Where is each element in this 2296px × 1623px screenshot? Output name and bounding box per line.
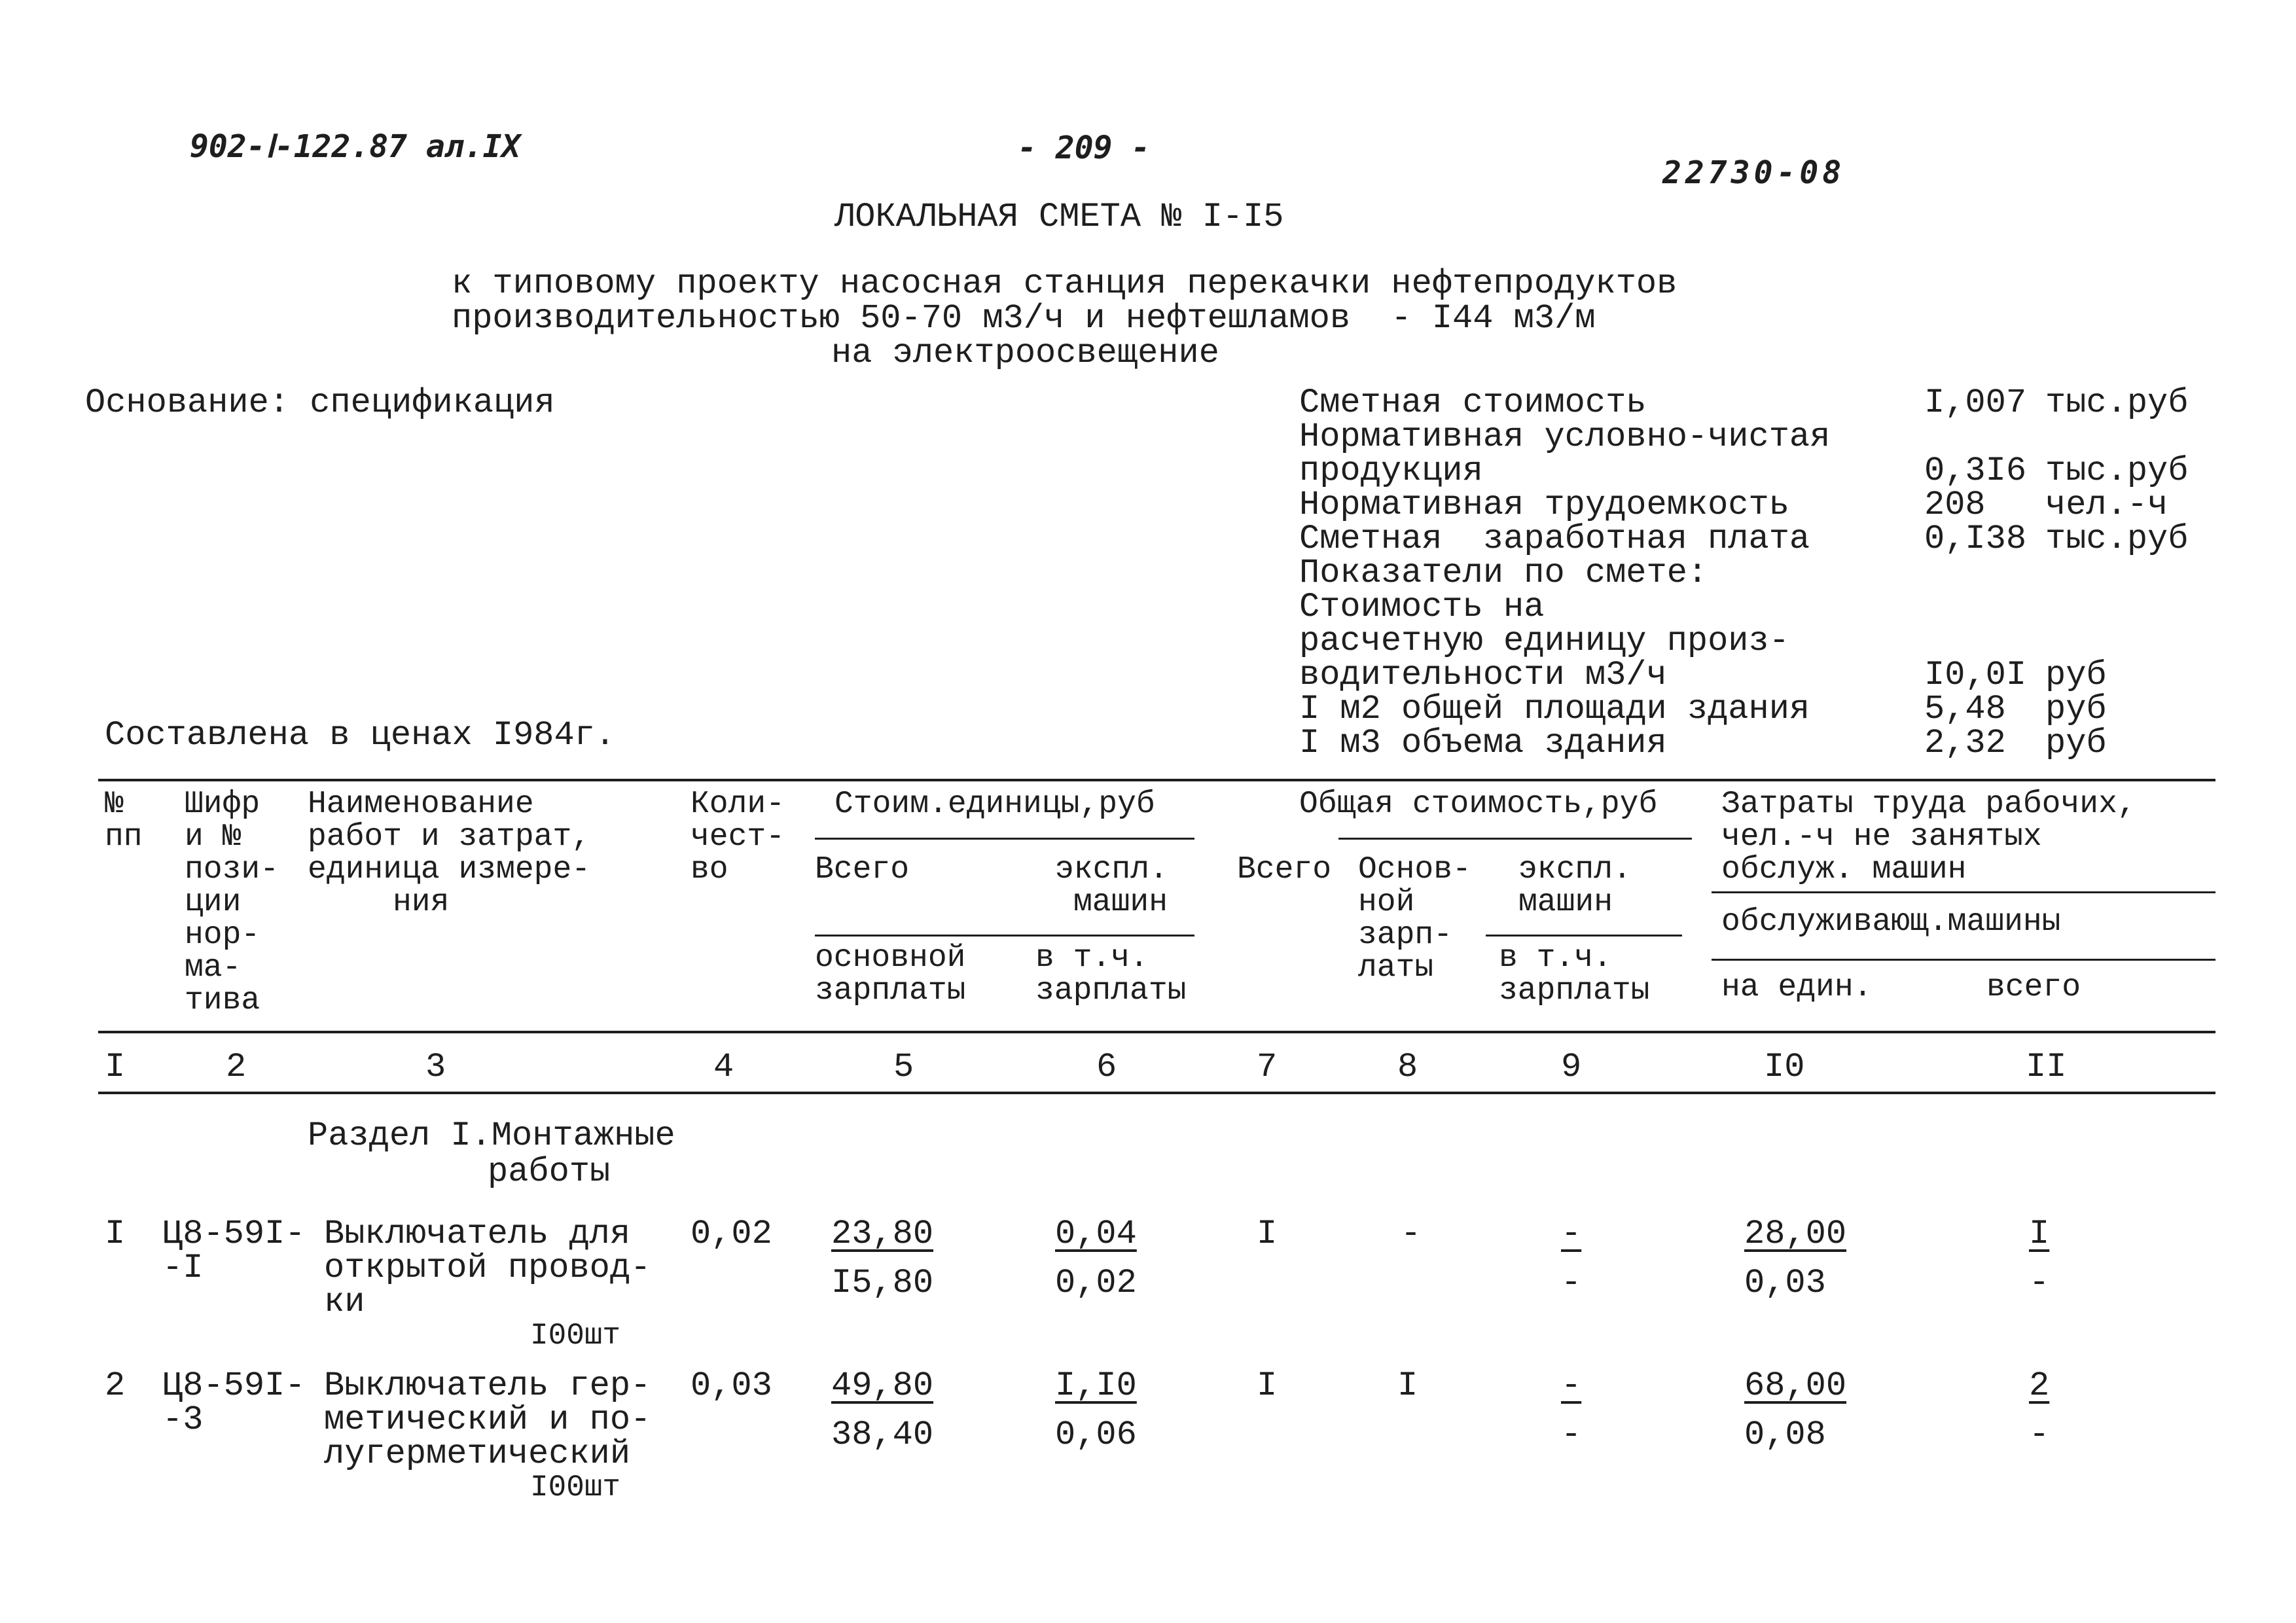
total-all-header: Всего (1237, 852, 1332, 887)
column-number: 8 (1397, 1048, 1418, 1086)
row-qty: 0,02 (691, 1215, 772, 1253)
summary-label: водительности м3/ч (1299, 656, 1667, 694)
unit-machines-salary-header: в т.ч. (1035, 940, 1149, 976)
col-code-header: и № (185, 819, 242, 855)
summary-label: продукция (1299, 452, 1483, 490)
section-title: работы (488, 1152, 611, 1191)
col-name-header: ния (393, 885, 450, 920)
row-labor-service-total: - (2029, 1416, 2050, 1454)
summary-value: I,007 (1924, 383, 2027, 422)
row-total: I (1257, 1366, 1278, 1405)
row-labor-total: 2 (2029, 1366, 2050, 1405)
unit-total-header: Всего (815, 852, 910, 887)
unit-machines-header: экспл. (1055, 852, 1168, 887)
basis-text: Основание: спецификация (85, 383, 555, 422)
row-total-base-salary: I (1397, 1366, 1418, 1405)
summary-unit: руб (2045, 724, 2107, 762)
row-name: лугерметический (324, 1435, 631, 1473)
summary-label: Показатели по смете: (1299, 554, 1708, 592)
row-unit-total: 23,80 (831, 1215, 934, 1253)
row-unit: I00шт (530, 1319, 621, 1353)
column-number: 4 (713, 1048, 734, 1086)
summary-unit: тыс.руб (2045, 452, 2189, 490)
summary-label: Сметная стоимость (1299, 383, 1647, 422)
row-number: I (105, 1215, 126, 1253)
summary-value: I0,0I (1924, 656, 2027, 694)
col-qty-header: Коли- (691, 787, 785, 822)
row-name: открытой провод- (324, 1249, 651, 1287)
row-total-machines-salary: - (1561, 1416, 1582, 1454)
labor-rule-2 (1712, 959, 2215, 961)
column-numbers-rule (98, 1092, 2215, 1094)
row-code: Ц8-59I- (162, 1215, 306, 1253)
row-labor-per-unit: 68,00 (1744, 1366, 1847, 1405)
subtitle-line-2: производительностью 50-70 м3/ч и нефтешламов - I44 м3/м (452, 299, 1596, 338)
row-name: Выключатель для (324, 1215, 631, 1253)
summary-label: Сметная заработная плата (1299, 520, 1810, 558)
total-machines-header: машин (1518, 885, 1613, 920)
total-cost-header: Общая стоимость,руб (1299, 787, 1658, 822)
column-number: I (105, 1048, 126, 1086)
labor-per-unit-header: на един. (1721, 970, 1873, 1005)
total-base-salary-header: латы (1358, 950, 1434, 986)
col-qty-header: во (691, 852, 728, 887)
labor-total-header: всего (1986, 970, 2081, 1005)
summary-value: 5,48 (1924, 690, 2006, 728)
col-code-header: пози- (185, 852, 279, 887)
row-labor-service-per-unit: 0,03 (1744, 1264, 1826, 1302)
col-num-header: № (105, 787, 124, 822)
column-number: II (2026, 1048, 2067, 1086)
summary-value: 0,3I6 (1924, 452, 2027, 490)
column-number: 2 (226, 1048, 247, 1086)
summary-unit: чел.-ч (2045, 486, 2168, 524)
row-name: Выключатель гер- (324, 1366, 651, 1405)
row-name: ки (324, 1283, 365, 1321)
subtitle-line-3: на электроосвещение (831, 334, 1219, 372)
row-total-base-salary: - (1401, 1215, 1422, 1253)
row-total-machines: - (1561, 1366, 1582, 1405)
row-unit-machines: I,I0 (1055, 1366, 1137, 1405)
total-machines-salary-header: зарплаты (1499, 973, 1650, 1008)
row-total: I (1257, 1215, 1278, 1253)
page-title: ЛОКАЛЬНАЯ СМЕТА № I-I5 (834, 198, 1284, 236)
header-bottom-rule (98, 1031, 2215, 1033)
column-number: 7 (1257, 1048, 1278, 1086)
total-machines-salary-header: в т.ч. (1499, 940, 1612, 976)
column-number: I0 (1764, 1048, 1805, 1086)
summary-label: Нормативная условно-чистая (1299, 418, 1831, 456)
row-labor-service-total: - (2029, 1264, 2050, 1302)
col-code-header: Шифр (185, 787, 260, 822)
unit-machines-salary-header: зарплаты (1035, 973, 1187, 1008)
labor-header: чел.-ч не занятых (1721, 819, 2042, 855)
unit-cost-rule (815, 838, 1194, 840)
summary-value: 0,I38 (1924, 520, 2027, 558)
row-total-machines: - (1561, 1215, 1582, 1253)
prices-year-text: Составлена в ценах I984г. (105, 716, 616, 755)
table-top-rule (98, 779, 2215, 781)
row-unit-machines: 0,04 (1055, 1215, 1137, 1253)
summary-unit: руб (2045, 690, 2107, 728)
row-name: метический и по- (324, 1400, 651, 1439)
row-number: 2 (105, 1366, 126, 1405)
col-code-header: ма- (185, 950, 242, 986)
row-labor-per-unit: 28,00 (1744, 1215, 1847, 1253)
total-base-salary-header: ной (1358, 885, 1415, 920)
col-code-header: нор- (185, 918, 260, 953)
unit-machines-header: машин (1073, 885, 1168, 920)
section-title: Раздел I.Монтажные (308, 1116, 675, 1155)
document-code: 902-Ⅰ-122.87 ал.IX (190, 128, 521, 165)
row-labor-total: I (2029, 1215, 2050, 1253)
col-qty-header: чест- (691, 819, 785, 855)
stamp-number: 22730-08 (1662, 154, 1846, 191)
row-labor-service-per-unit: 0,08 (1744, 1416, 1826, 1454)
row-unit-machines-salary: 0,02 (1055, 1264, 1137, 1302)
total-base-salary-header: Основ- (1358, 852, 1471, 887)
row-unit-base-salary: I5,80 (831, 1264, 934, 1302)
summary-unit: руб (2045, 656, 2107, 694)
total-cost-rule (1338, 838, 1692, 840)
labor-rule-1 (1712, 891, 2215, 893)
summary-label: Нормативная трудоемкость (1299, 486, 1789, 524)
labor-header: Затраты труда рабочих, (1721, 787, 2136, 822)
unit-base-salary-header: основной (815, 940, 966, 976)
unit-base-salary-header: зарплаты (815, 973, 966, 1008)
col-code-header: ции (185, 885, 242, 920)
row-code: -3 (162, 1400, 204, 1439)
machines-salary-rule (1486, 935, 1682, 936)
page-number: - 209 - (1018, 130, 1151, 166)
summary-label: I м3 объема здания (1299, 724, 1667, 762)
row-qty: 0,03 (691, 1366, 772, 1405)
col-name-header: Наименование (308, 787, 534, 822)
col-name-header: единица измере- (308, 852, 591, 887)
unit-salary-rule (815, 935, 1194, 936)
row-code: Ц8-59I- (162, 1366, 306, 1405)
col-num-header: пп (105, 819, 143, 855)
row-unit: I00шт (530, 1471, 621, 1505)
summary-label: Стоимость на (1299, 588, 1545, 626)
col-name-header: работ и затрат, (308, 819, 591, 855)
column-number: 3 (425, 1048, 446, 1086)
summary-value: 2,32 (1924, 724, 2006, 762)
summary-unit: тыс.руб (2045, 520, 2189, 558)
summary-value: 208 (1924, 486, 1986, 524)
row-unit-total: 49,80 (831, 1366, 934, 1405)
row-code: -I (162, 1249, 204, 1287)
total-base-salary-header: зарп- (1358, 918, 1453, 953)
column-number: 5 (893, 1048, 914, 1086)
column-number: 6 (1096, 1048, 1117, 1086)
summary-label: I м2 общей площади здания (1299, 690, 1810, 728)
row-unit-base-salary: 38,40 (831, 1416, 934, 1454)
summary-label: расчетную единицу произ- (1299, 622, 1789, 660)
labor-service-header: обслуживающ.машины (1721, 904, 2061, 940)
subtitle-line-1: к типовому проекту насосная станция перекачки нефтепродуктов (452, 264, 1677, 303)
total-machines-header: экспл. (1518, 852, 1632, 887)
col-code-header: тива (185, 983, 260, 1018)
labor-header: обслуж. машин (1721, 852, 1967, 887)
column-number: 9 (1561, 1048, 1582, 1086)
unit-cost-header: Стоим.единицы,руб (834, 787, 1155, 822)
summary-unit: тыс.руб (2045, 383, 2189, 422)
row-total-machines-salary: - (1561, 1264, 1582, 1302)
row-unit-machines-salary: 0,06 (1055, 1416, 1137, 1454)
